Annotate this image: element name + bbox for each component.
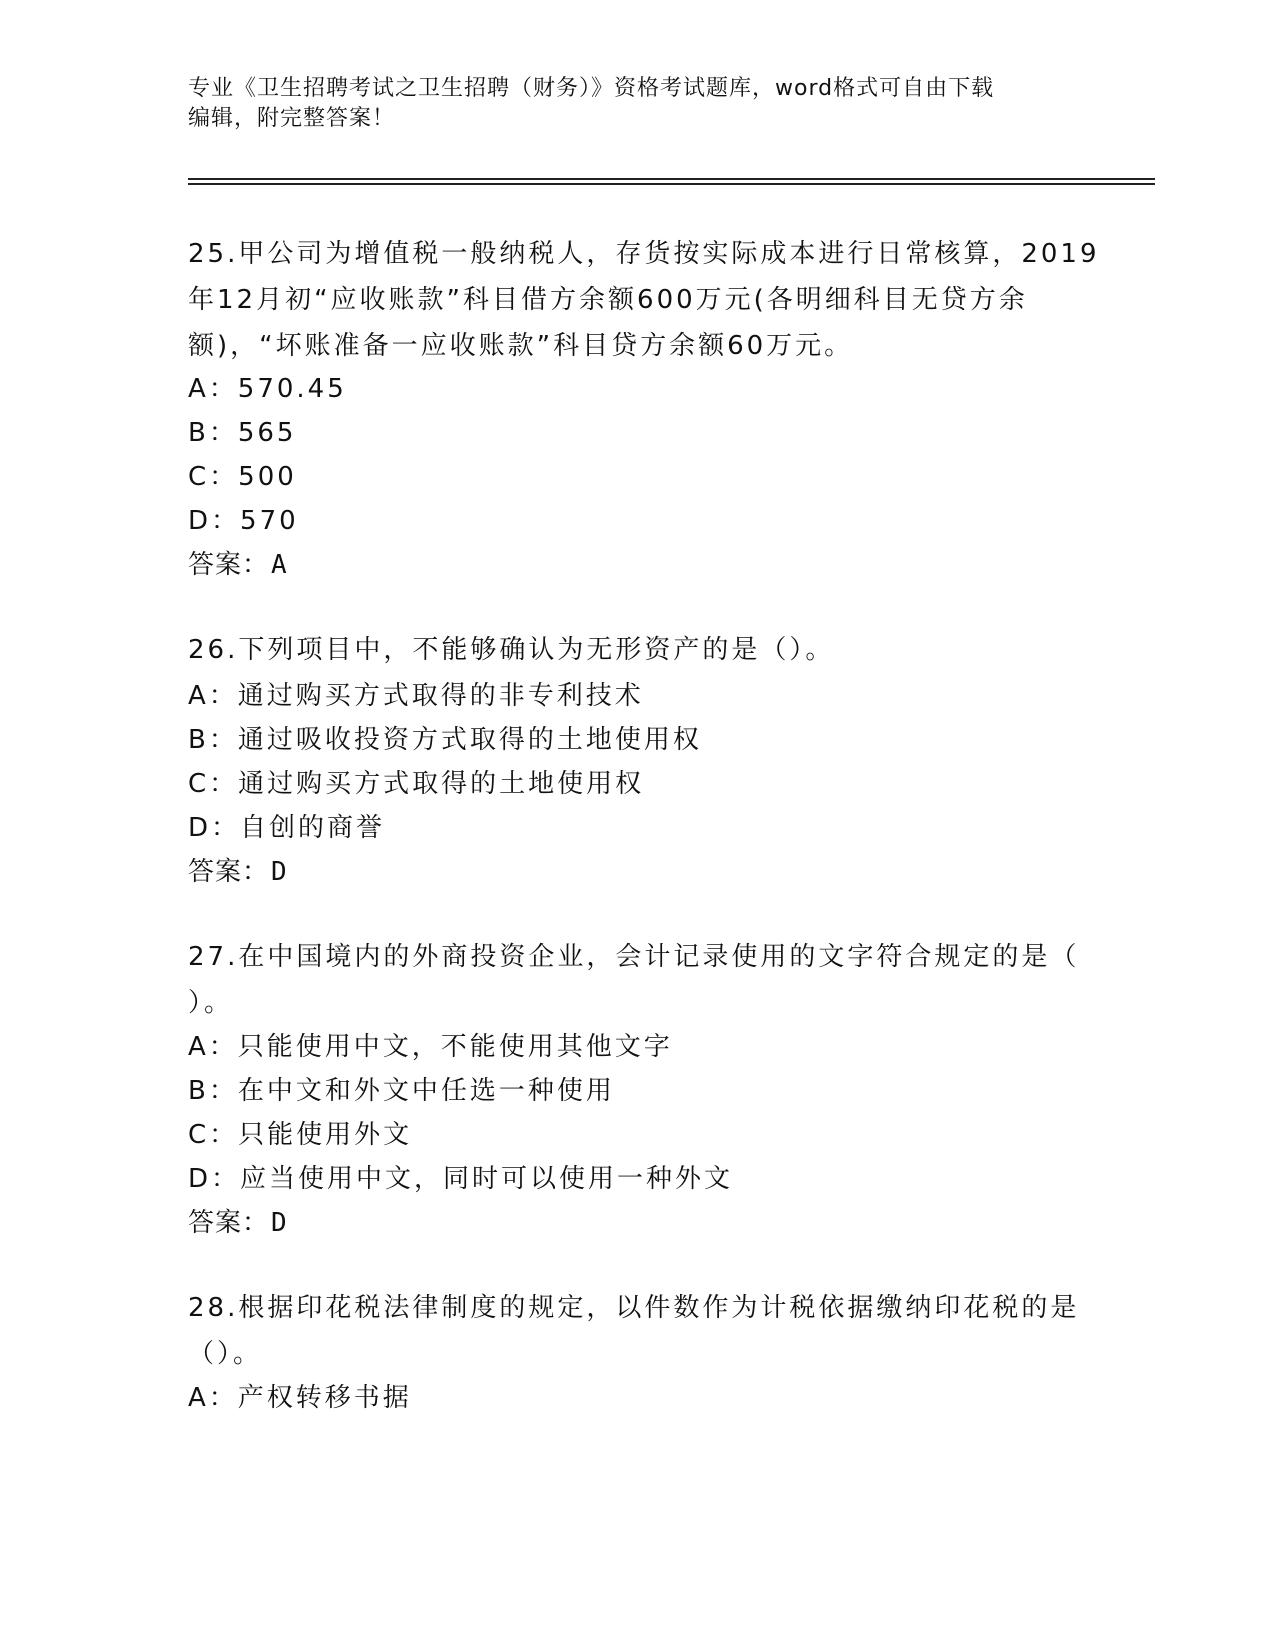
question-27-option-a: A：只能使用中文，不能使用其他文字 [188,1032,673,1062]
question-27-option-b: B：在中文和外文中任选一种使用 [188,1076,615,1106]
question-25-line-3: 额)，“坏账准备一应收账款”科目贷方余额60万元。 [188,331,854,361]
question-25-text [188,231,1100,369]
answer-value: D [271,1208,288,1238]
question-26-option-d: D：自创的商誉 [188,813,386,843]
question-26-option-a: A：通过购买方式取得的非专利技术 [188,681,644,711]
question-25-option-d: D：570 [188,506,299,536]
question-28-line-2: （）。 [188,1339,263,1369]
answer-label: 答案： [188,1208,270,1238]
question-28-option-a: A：产权转移书据 [188,1383,412,1413]
question-25-line-2: 年12月初“应收账款”科目借方余额600万元(各明细科目无贷方余 [188,285,1028,315]
question-26-line-1: 26.下列项目中，不能够确认为无形资产的是（）。 [188,635,835,665]
answer-value: D [271,857,288,887]
header-line-2: 编辑，附完整答案！ [188,106,396,131]
question-26-option-c: C：通过购买方式取得的土地使用权 [188,769,645,799]
header-rule-bottom [188,183,1155,185]
answer-label: 答案： [188,857,270,887]
question-25-line-1: 25.甲公司为增值税一般纳税人，存货按实际成本进行日常核算，2019 [188,239,1100,269]
question-27-option-c: C：只能使用外文 [188,1120,413,1150]
question-27-option-d: D：应当使用中文，同时可以使用一种外文 [188,1164,734,1194]
question-26-answer [188,852,288,892]
question-25-option-c: C：500 [188,462,297,492]
header-line-1: 专业《卫生招聘考试之卫生招聘（财务）》资格考试题库，word格式可自由下载 [188,76,995,101]
question-28-line-1: 28.根据印花税法律制度的规定，以件数作为计税依据缴纳印花税的是 [188,1293,1080,1323]
answer-label: 答案： [188,550,270,580]
question-25-option-a: A：570.45 [188,374,347,404]
question-27-line-1: 27.在中国境内的外商投资企业，会计记录使用的文字符合规定的是（ [188,942,1080,972]
question-27-line-2: ）。 [188,988,234,1018]
header-rule-top [188,178,1155,180]
question-26-text [188,627,1088,673]
question-28-text [188,1285,1088,1377]
question-25-option-b: B：565 [188,418,297,448]
question-26-option-b: B：通过吸收投资方式取得的土地使用权 [188,725,702,755]
question-25-answer [188,545,288,585]
question-27-text [188,934,1088,1026]
document-header [188,74,1068,134]
question-27-answer [188,1203,288,1243]
answer-value: A [271,550,288,580]
